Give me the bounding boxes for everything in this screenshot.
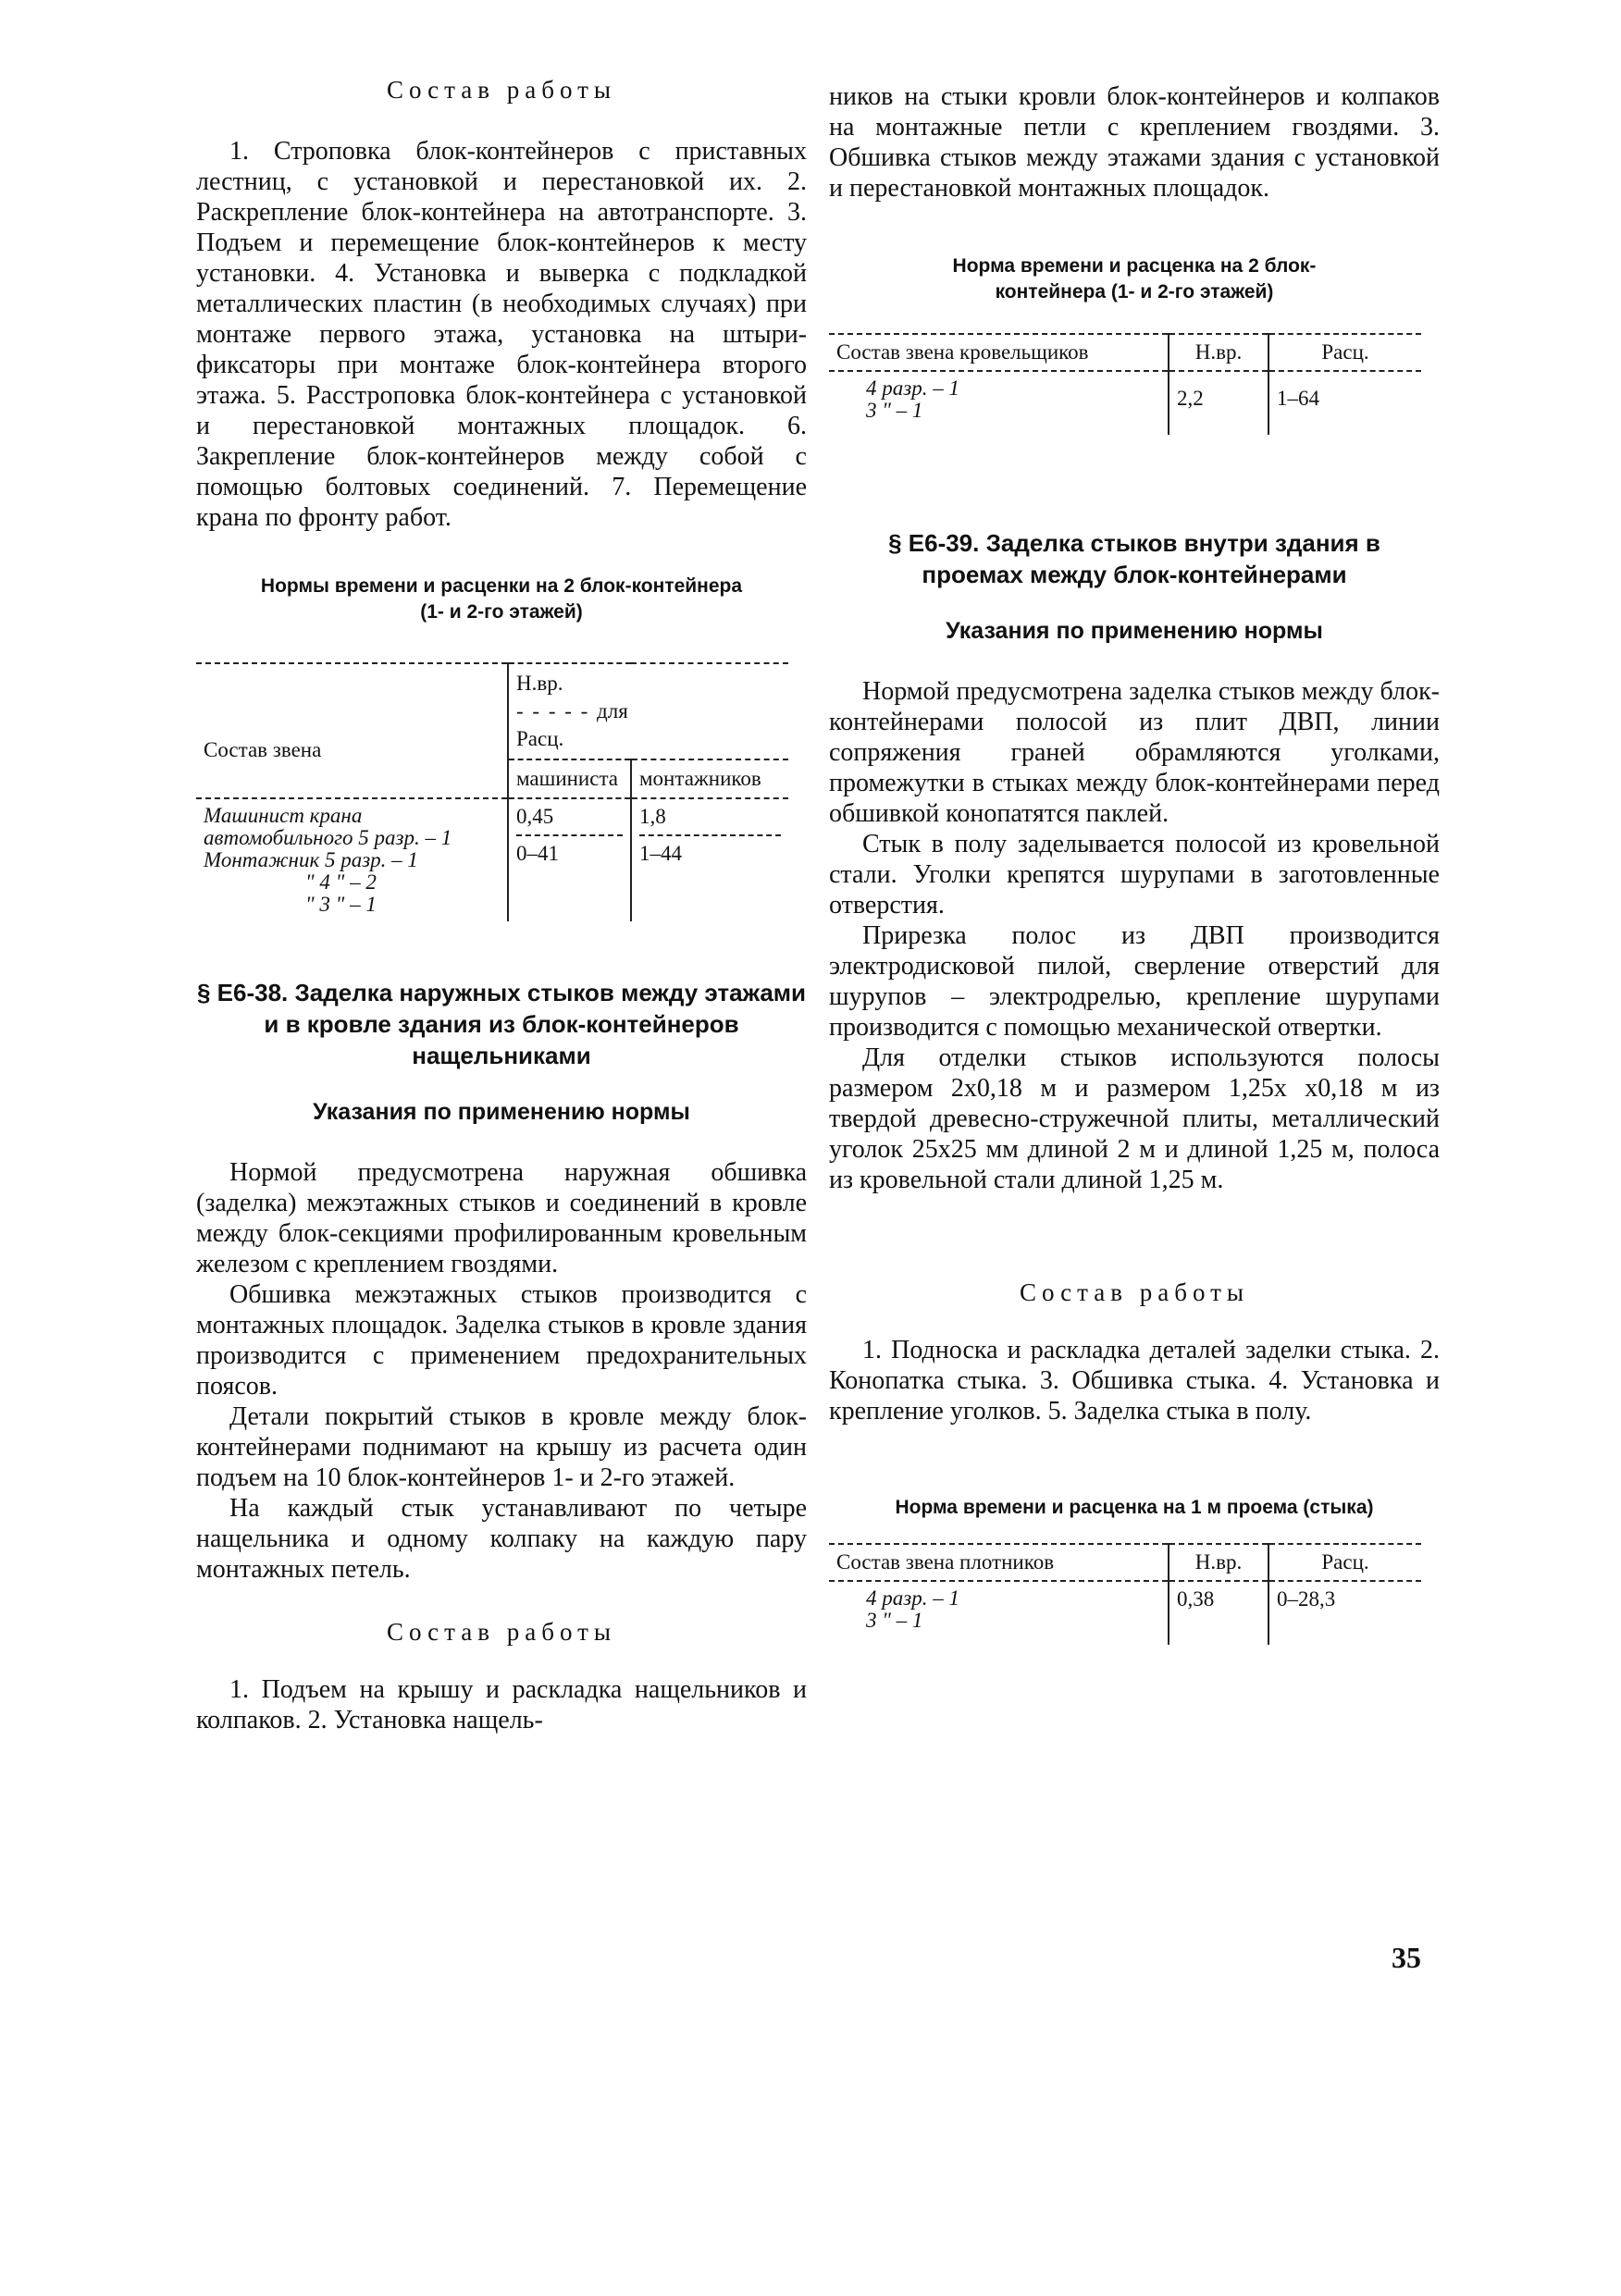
section-39-p2: Стык в полу заделывается полосой из кровельной стали. Уголки крепятся шурупами в заготовленные отверстия. [829,830,1440,920]
table2-row-line: 3 " – 1 [866,399,923,422]
section-39-p1: Нормой предусмотрена заделка стыков между блок-контейнерами полосой из плит ДВП, линии сопряжения граней обрамляются уголками, промежутки в стыках между блок-контейнерами перед обшивкой конопатятся паклей. [829,677,1440,828]
table3-nvr: 0,38 [1169,1581,1268,1645]
section-39-p4: Для отделки стыков используются полосы размером 2х0,18 м и размером 1,25х х0,18 м из твердой древесно-стружечной плиты, металлический уголок 25х25 мм длиной 2 м и длиной 1,25 м, полоса из кровельной стали длиной 1,25 м. [829,1043,1440,1194]
sostav-raboty-text-2: 1. Подъем на крышу и раскладка нащельников и колпаков. 2. Установка нащель- [196,1675,807,1734]
table3-rasc: 0–28,3 [1277,1587,1336,1611]
table2-col-nvr: Н.вр. [1169,334,1268,371]
table2-nvr: 2,2 [1169,371,1268,435]
table1-mash-values [508,798,631,921]
table2-col-rasc: Расц. [1268,334,1421,371]
table1-col-mash: машиниста [508,759,631,798]
section-38-ukazaniya: Указания по применению нормы [313,1099,690,1125]
table1-header-nvr-rasc: Н.вр. - - - - - для Расц. [508,663,788,759]
table3-col-rasc: Расц. [1268,1544,1421,1581]
table2-row-sostav [829,371,1169,435]
table2 [829,333,1421,435]
table1-col-dlya: для [597,699,628,722]
page-number: 35 [1392,1941,1421,1974]
table1-mont-nvr: 1,8 [639,805,781,836]
table2-rasc: 1–64 [1277,387,1319,410]
table1-col-rasc: Расц. [516,727,564,750]
table2-caption: Норма времени и расценка на 2 блок-контейнера (1- и 2-го этажей) [952,255,1317,302]
section-38-p1: Нормой предусмотрена наружная обшивка (заделка) межэтажных стыков и соединений в кровле между блок-секциями профилированным кровельным железом с креплением гвоздями. [196,1158,807,1278]
sostav-raboty-text-1: 1. Строповка блок-контейнеров с приставных лестниц, с установкой и перестановкой их. 2. Раскрепление блок-контейнера на автотранспорте. 3. Подъем и перемещение блок-контейнеров к месту установки. 4. Установка и выверка с подкладкой металлических пластин (в необходимых случаях) при монтаже первого этажа, установка на штыри-фиксаторы при монтаже блок-контейнера второго этажа. 5. Расстроповка блок-контейнера с установкой и перестановкой монтажных площадок. 6. Закрепление блок-контейнеров между собой с помощью болтовых соединений. 7. Перемещение крана по фронту работ. [196,137,807,532]
section-39-p3: Прирезка полос из ДВП производится электродисковой пилой, сверление отверстий для шурупов – электродрелью, крепление шурупами производится с помощью механической отвертки. [829,921,1440,1042]
table2-row-line: 4 разр. – 1 [866,376,959,400]
table1-col-sostav: Состав звена [196,663,508,798]
left-column [196,76,807,1735]
table1-row-line: " 4 " – 2 [305,870,377,894]
sostav-raboty-title-2: Состав работы [386,1618,617,1646]
table3-row-line: 4 разр. – 1 [866,1586,959,1610]
table3 [829,1543,1421,1645]
section-38-p3: Детали покрытий стыков в кровле между блок-контейнерами поднимают на крышу из расчета один подъем на 10 блок-контейнеров 1- и 2-го этажей. [196,1402,807,1492]
section-38-p4: На каждый стык устанавливают по четыре нащельника и одному колпаку на каждую пару монтажных петель. [196,1494,807,1584]
table1-mont-values [631,798,788,921]
section-39-title: § Е6-39. Заделка стыков внутри здания в проемах между блок-контейнерами [888,529,1380,588]
sostav-raboty-text-3: 1. Подноска и раскладка деталей заделки стыка. 2. Конопатка стыка. 3. Обшивка стыка. 4. Установка и крепление уголков. 5. Заделка стыка в полу. [829,1336,1440,1426]
table3-col-nvr: Н.вр. [1169,1544,1268,1581]
table1-col-nvr: Н.вр. [516,672,563,695]
section-38-p2: Обшивка межэтажных стыков производится с монтажных площадок. Заделка стыков в кровле здания производится с применением предохранительных поясов. [196,1280,807,1401]
sostav-raboty-text-2-cont: ников на стыки кровли блок-контейнеров и колпаков на монтажные петли с креплением гвоздями. 3. Обшивка стыков между этажами здания с установкой и перестановкой монтажных площадок. [829,82,1440,203]
table3-caption: Норма времени и расценка на 1 м проема (стыка) [895,1497,1374,1518]
table3-row-sostav [829,1581,1169,1645]
table1-mash-rasc: 0–41 [516,842,559,865]
table3-col-sostav: Состав звена плотников [829,1544,1169,1581]
table2-col-sostav: Состав звена кровельщиков [829,334,1169,371]
right-column [829,81,1440,1645]
table1-mont-rasc: 1–44 [639,842,682,865]
table1-row-line: Машинист крана автомобильного 5 разр. – 1 [204,804,452,849]
table1-caption: Нормы времени и расценки на 2 блок-контейнера (1- и 2-го этажей) [260,575,743,623]
sostav-raboty-title-3: Состав работы [1019,1278,1250,1306]
section-39-ukazaniya: Указания по применению нормы [946,618,1323,644]
table1 [196,662,788,921]
table1-col-mont: монтажников [631,759,788,798]
section-38-title: § Е6-38. Заделка наружных стыков между этажами и в кровле здания из блок-контейнеров нащельниками [196,979,807,1069]
table1-row-sostav [196,798,508,921]
table1-row-line: " 3 " – 1 [305,893,377,916]
table3-row-line: 3 " – 1 [866,1609,923,1632]
sostav-raboty-title-1: Состав работы [386,76,617,104]
table1-mash-nvr: 0,45 [516,805,623,836]
table1-row-line: Монтажник 5 разр. – 1 [204,848,418,871]
